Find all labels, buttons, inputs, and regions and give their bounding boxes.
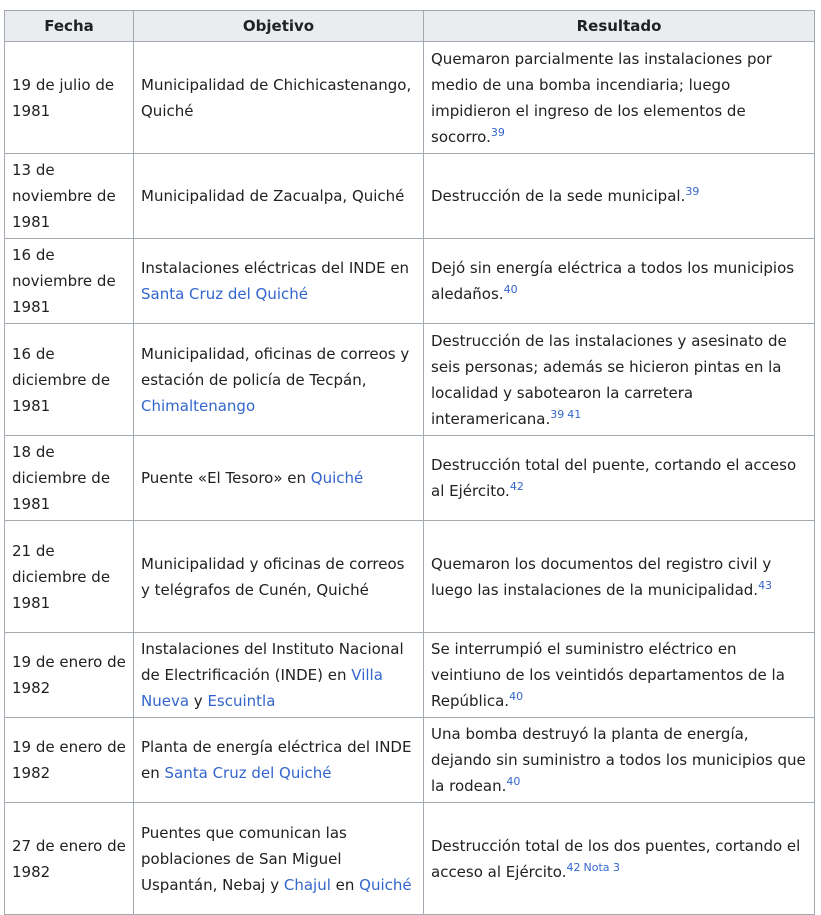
- resultado-cell: [424, 42, 815, 154]
- reference-link[interactable]: 40: [506, 775, 521, 788]
- objetivo-text: Planta de energía eléctrica del INDE en: [141, 738, 412, 782]
- header-objetivo[interactable]: Objetivo: [134, 11, 424, 42]
- resultado-cell: [424, 718, 815, 803]
- table-row: [5, 633, 815, 718]
- reference-group: [567, 861, 621, 874]
- objetivo-text: Instalaciones del Instituto Nacional de Electrificación (INDE) en: [141, 640, 404, 684]
- table-row: [5, 239, 815, 324]
- fecha-cell: 27 de enero de 1982: [5, 803, 134, 915]
- place-link[interactable]: Quiché: [310, 469, 364, 487]
- objetivo-cell: [134, 324, 424, 436]
- objetivo-text: Instalaciones eléctricas del INDE en: [141, 259, 410, 277]
- reference-group: [491, 126, 505, 139]
- resultado-cell: [424, 436, 815, 521]
- header-resultado[interactable]: Resultado: [424, 11, 815, 42]
- resultado-cell: [424, 239, 815, 324]
- table-row: [5, 324, 815, 436]
- resultado-cell: [424, 154, 815, 239]
- reference-group: [550, 408, 581, 421]
- place-link[interactable]: Escuintla: [207, 692, 276, 710]
- reference-group: [758, 579, 772, 592]
- fecha-cell: 21 de diciembre de 1981: [5, 521, 134, 633]
- objetivo-cell: [134, 42, 424, 154]
- fecha-cell: 19 de enero de 1982: [5, 633, 134, 718]
- resultado-cell: [424, 803, 815, 915]
- resultado-cell: [424, 633, 815, 718]
- place-link[interactable]: Villa Nueva: [141, 666, 383, 710]
- reference-link[interactable]: 42: [566, 860, 581, 874]
- reference-group: [685, 185, 699, 198]
- objetivo-text: Municipalidad, oficinas de correos y estación de policía de Tecpán,: [141, 344, 410, 389]
- objetivo-cell: [134, 633, 424, 718]
- objetivo-text: Municipalidad de Chichicastenango, Quiché: [141, 75, 412, 120]
- header-fecha[interactable]: Fecha: [5, 11, 134, 42]
- resultado-text: Se interrumpió el suministro eléctrico en veintiuno de los veintidós departamentos de la República.: [431, 640, 785, 710]
- fecha-cell: 13 de noviembre de 1981: [5, 154, 134, 239]
- attacks-table: [4, 10, 815, 915]
- reference-link[interactable]: 40: [503, 283, 518, 296]
- table-row: [5, 42, 815, 154]
- reference-link[interactable]: 39: [490, 125, 505, 139]
- resultado-text: Dejó sin energía eléctrica a todos los municipios aledaños.: [431, 259, 795, 303]
- objetivo-cell: [134, 239, 424, 324]
- objetivo-cell: [134, 154, 424, 239]
- table-body: [5, 42, 815, 915]
- reference-group: [509, 690, 523, 703]
- fecha-cell: 18 de diciembre de 1981: [5, 436, 134, 521]
- objetivo-text: Municipalidad de Zacualpa, Quiché: [141, 187, 405, 205]
- resultado-text: Destrucción de las instalaciones y asesinato de seis personas; además se hicieron pintas en la localidad y sabotearon la carretera interamericana.: [431, 331, 787, 428]
- resultado-cell: [424, 324, 815, 436]
- table-row: [5, 154, 815, 239]
- place-link[interactable]: Santa Cruz del Quiché: [141, 285, 308, 303]
- fecha-cell: 19 de enero de 1982: [5, 718, 134, 803]
- place-link[interactable]: Chimaltenango: [141, 396, 256, 415]
- resultado-text: Destrucción total del puente, cortando el acceso al Ejército.: [431, 456, 797, 500]
- reference-group: [510, 480, 524, 493]
- place-link[interactable]: Chajul: [283, 875, 331, 894]
- place-link[interactable]: Santa Cruz del Quiché: [164, 764, 332, 782]
- reference-link[interactable]: 39: [685, 185, 700, 198]
- resultado-cell: [424, 521, 815, 633]
- reference-link[interactable]: Nota 3: [583, 860, 621, 874]
- resultado-text: Quemaron parcialmente las instalaciones por medio de una bomba incendiaria; luego impidieron el ingreso de los elementos de socorro.: [431, 49, 772, 146]
- resultado-text: Una bomba destruyó la planta de energía, dejando sin suministro a todos los municipios que la rodean.: [431, 725, 806, 795]
- resultado-text: Destrucción de la sede municipal.: [431, 187, 686, 205]
- objetivo-cell: [134, 436, 424, 521]
- objetivo-cell: [134, 718, 424, 803]
- objetivo-text: Puentes que comunican las poblaciones de San Miguel Uspantán, Nebaj y: [141, 823, 347, 894]
- objetivo-cell: [134, 803, 424, 915]
- reference-group: [506, 775, 520, 788]
- resultado-text: Quemaron los documentos del registro civil y luego las instalaciones de la municipalidad.: [431, 554, 772, 599]
- fecha-cell: 16 de diciembre de 1981: [5, 324, 134, 436]
- objetivo-cell: [134, 521, 424, 633]
- reference-group: [504, 283, 518, 296]
- objetivo-text: Puente «El Tesoro» en: [141, 469, 311, 487]
- resultado-text: Destrucción total de los dos puentes, cortando el acceso al Ejército.: [431, 836, 801, 881]
- reference-link[interactable]: 41: [567, 407, 582, 421]
- fecha-cell: 19 de julio de 1981: [5, 42, 134, 154]
- objetivo-text: y: [189, 692, 208, 710]
- reference-link[interactable]: 42: [509, 480, 524, 493]
- place-link[interactable]: Quiché: [359, 875, 412, 894]
- reference-link[interactable]: 40: [509, 690, 524, 703]
- table-row: [5, 718, 815, 803]
- header-row: [5, 11, 815, 42]
- reference-link[interactable]: 43: [758, 578, 773, 592]
- objetivo-text: Municipalidad y oficinas de correos y telégrafos de Cunén, Quiché: [141, 554, 405, 599]
- objetivo-text: en: [330, 875, 360, 894]
- table-row: [5, 436, 815, 521]
- reference-link[interactable]: 39: [550, 407, 565, 421]
- table-row: [5, 803, 815, 915]
- fecha-cell: 16 de noviembre de 1981: [5, 239, 134, 324]
- table-row: [5, 521, 815, 633]
